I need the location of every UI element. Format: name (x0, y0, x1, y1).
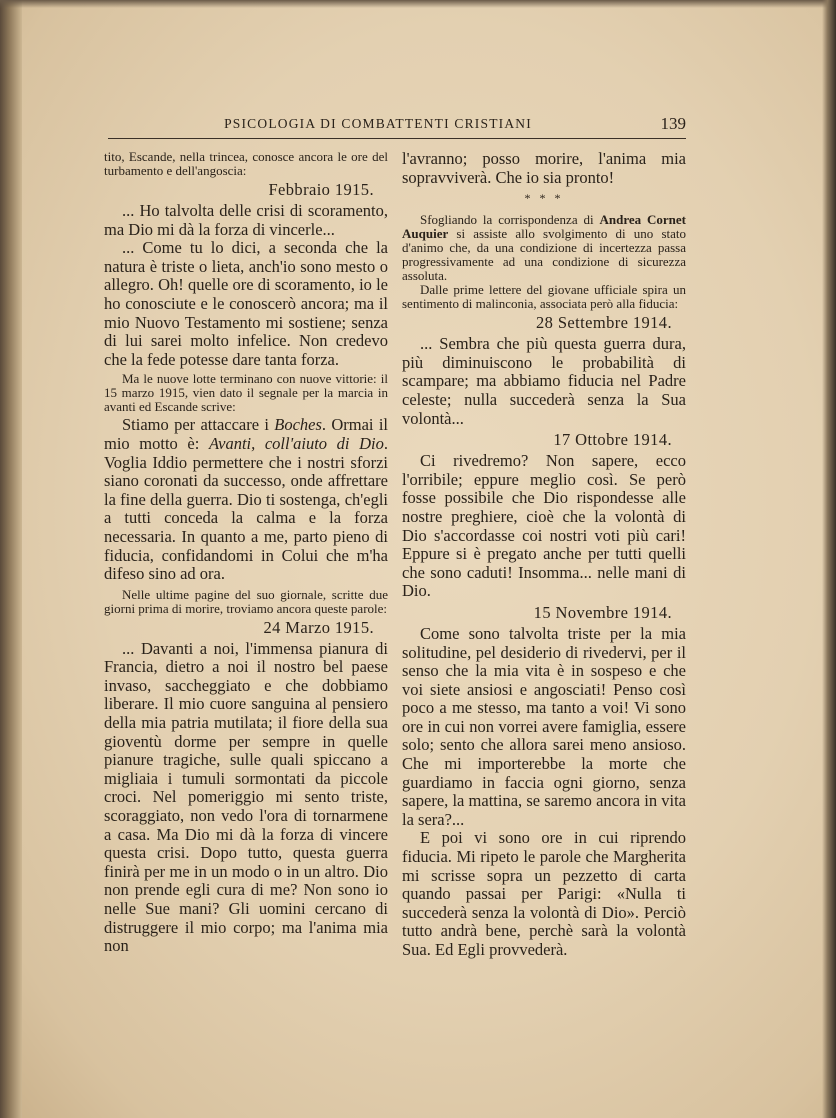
paragraph: ... Sembra che più questa guerra dura, più diminuiscono le probabilità di scampare; ma abbiamo fiducia nel Padre celeste; nulla succederà senza la Sua volontà... (402, 334, 686, 428)
paragraph: tito, Escande, nella trincea, conosce ancora le ore del turbamento e dell'angoscia: (104, 149, 388, 178)
paragraph: l'avranno; posso morire, l'anima mia sopravviverà. Che io sia pronto! (402, 149, 686, 187)
italic-text: Boches (274, 415, 322, 435)
text-run: Stiamo per attaccare i (122, 415, 275, 435)
page-top-edge (0, 0, 836, 8)
paragraph: Ma le nuove lotte terminano con nuove vittorie: il 15 marzo 1915, vien dato il segnale per la marcia in avanti ed Escande scrive: (104, 371, 388, 415)
paragraph: Dalle prime lettere del giovane ufficiale spira un sentimento di malinconia, associata però alla fiducia: (402, 282, 686, 312)
text-run: . Voglia Iddio permettere che i nostri sforzi siano coronati da successo, onde affrettare la fine della guerra. Dio ti sostenga, ch'egli a tutti conceda la calma e la forza necessaria. In quanto a me, parto pieno di fiducia, confidandomi in Colui che m'ha difeso sino ad ora. (104, 433, 388, 584)
text-run: Sfogliando la corrispondenza di (420, 212, 600, 228)
person-name: Andrea Cornet Auquier (402, 212, 686, 242)
italic-text: Avanti, coll'aiuto di Dio (208, 433, 384, 453)
paragraph: ... Davanti a noi, l'immensa pianura di Francia, dietro a noi il nostro bel paese invaso, saccheggiato e che dobbiamo liberare. Il mio cuore sanguina al pensiero della mia patria mutilata; il fiore della sua gioventù dorme per sempre in quelle pianure tragiche, sulle quali spiccano a migliaia i tumuli sormontati da piccole croci. Nel pomeriggio mi sento triste, scoraggiato, non vedo l'ora di tornarmene a casa. Ma Dio mi dà la forza di vincere questa crisi. Dopo tutto, questa guerra finirà per me in un modo o in un altro. Dio non prende egli cura di me? Non sono io nelle Sue mani? Gli uomini cercano di distruggere il mio corpo; ma l'anima mia non (104, 638, 388, 956)
paragraph (104, 416, 388, 583)
text-run: si assiste allo svolgimento di uno stato d'animo che, da una condizione di incertezza passa progressivamente ad una condizione di sicurezza assoluta. (402, 226, 686, 284)
letter-date: 17 Ottobre 1914. (553, 430, 672, 450)
letter-date: 24 Marzo 1915. (263, 617, 374, 637)
paragraph: Come sono talvolta triste per la mia solitudine, pel desiderio di rivedervi, per il senso che la mia vita è in sospeso e che voi siete ansiosi e angosciati! Penso così poco a me stesso, ma tanto a voi! Vi sono ore in cui non vorrei avere famiglia, essere solo; sento che allora sarei meno ansioso. Che mi importerebbe la morte che guardiamo in faccia ogni giorno, senza sapere, la mattina, se saremo ancora in vita la sera?... (402, 623, 686, 829)
page-right-edge (822, 0, 836, 1118)
letter-date: Febbraio 1915. (268, 180, 374, 199)
page-number: 139 (660, 114, 686, 133)
paragraph: ... Ho talvolta delle crisi di scoramento, ma Dio mi dà la forza di vincerle... (104, 201, 388, 239)
letter-date: 15 Novembre 1914. (533, 602, 672, 622)
section-separator: * * * (524, 191, 564, 206)
left-column (104, 150, 388, 956)
paragraph: E poi vi sono ore in cui riprendo fiducia. Mi ripeto le parole che Margherita mi scrisse sopra un pezzetto di carta quando passai per Parigi: «Nulla ti succederà senza la volontà di Dio». Perciò tutto andrà bene, perchè sarà la volontà Sua. Ed Egli provvederà. (402, 828, 686, 959)
paragraph: Nelle ultime pagine del suo giornale, scritte due giorni prima di morire, troviamo ancora queste parole: (104, 586, 388, 616)
letter-date: 28 Settembre 1914. (536, 313, 672, 333)
paragraph: ... Come tu lo dici, a seconda che la natura è triste o lieta, anch'io sono mesto o allegro. Oh! quelle ore di scoramento, io le ho conosciute e le conoscerò ancora; ma il mio Nuovo Testamento mi sostiene; senza di lui sarei molto infelice. Non credevo che la fede potesse dare tanta forza. (104, 238, 388, 369)
book-gutter (0, 0, 22, 1118)
page-header (108, 112, 686, 139)
running-head: PSICOLOGIA DI COMBATTENTI CRISTIANI (224, 116, 532, 131)
right-column (402, 150, 686, 960)
paragraph: Ci rivedremo? Non sapere, ecco l'orribile; eppure meglio così. Se però fosse possibile che Dio rispondesse alle nostre preghiere, cioè che la volontà di Dio s'accordasse coi nostri voti più cari! Eppure si è pregato anche per tutti quelli che sono caduti! Insomma... nelle mani di Dio. (402, 451, 686, 601)
paragraph (402, 213, 686, 283)
text-run: . Ormai il mio motto è: (104, 415, 388, 453)
